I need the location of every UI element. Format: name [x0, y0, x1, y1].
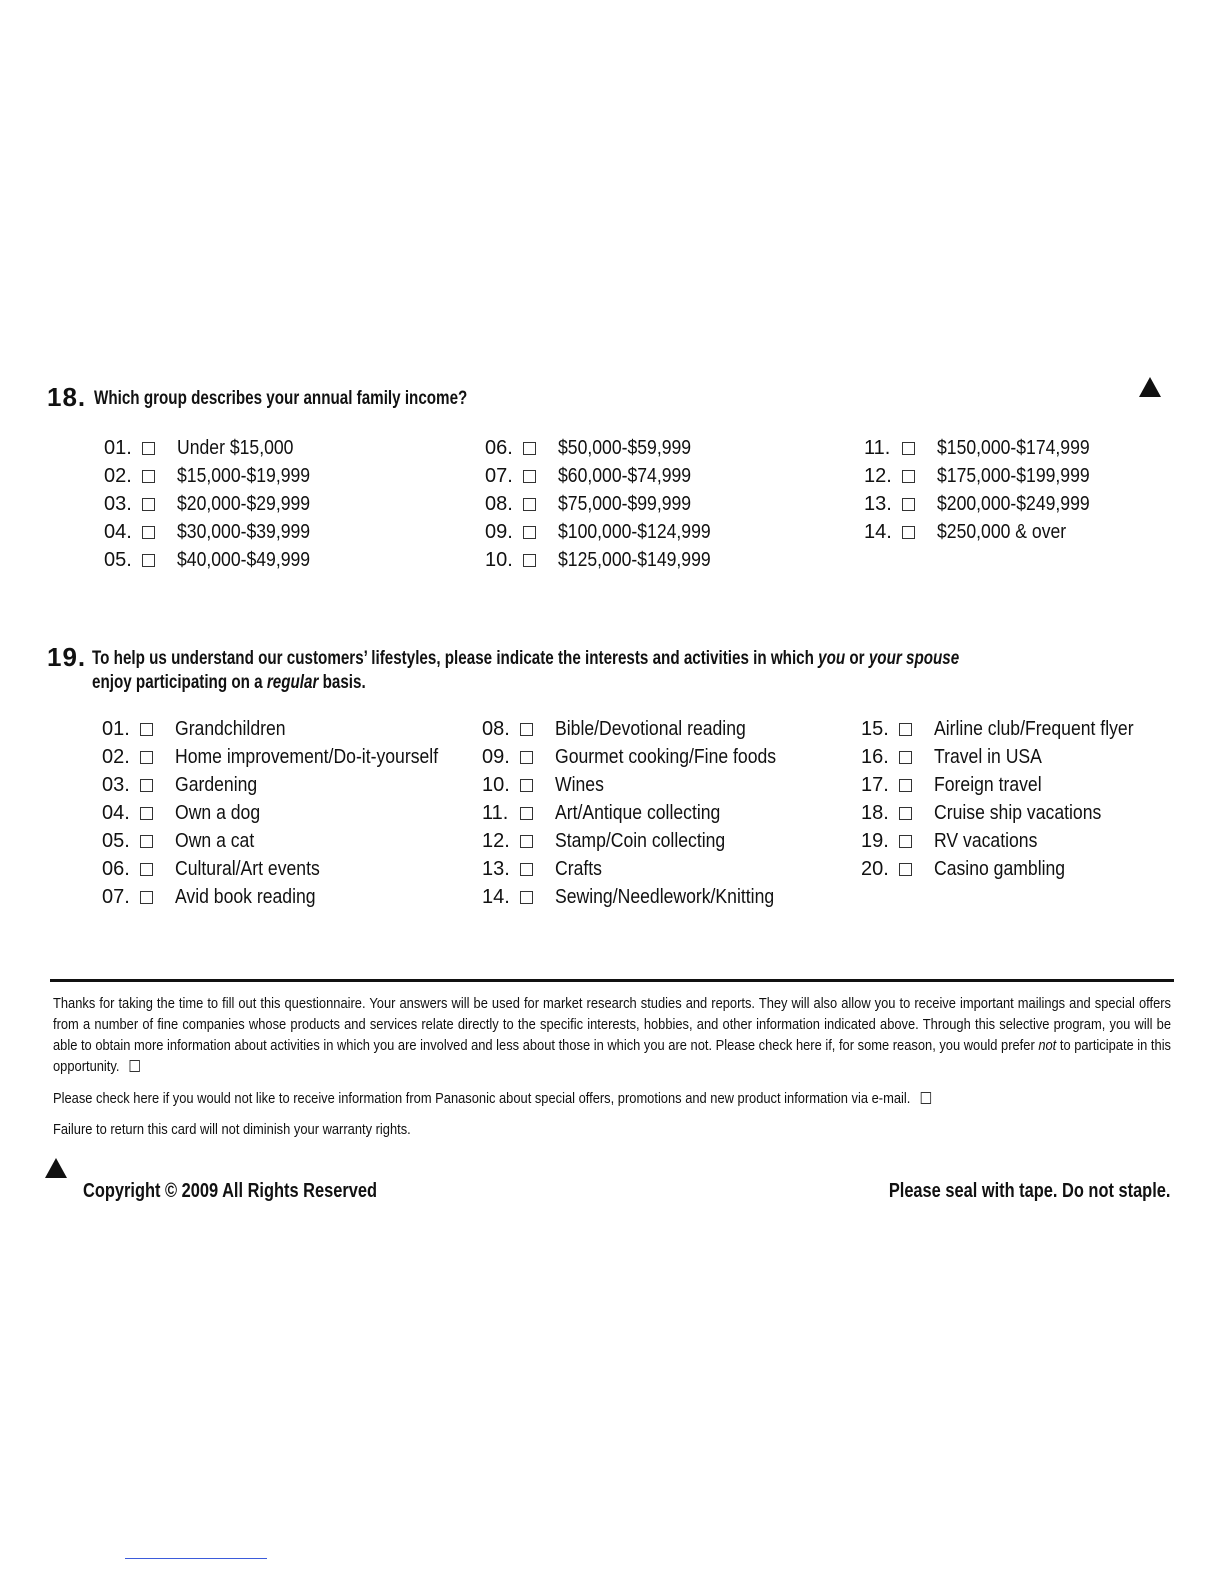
checkbox[interactable]	[523, 442, 536, 455]
checkbox[interactable]	[142, 470, 155, 483]
checkbox[interactable]	[902, 470, 915, 483]
interest-option-02[interactable]: 02. Home improvement/Do-it-yourself	[102, 746, 439, 768]
section-divider	[50, 979, 1174, 982]
interest-option-20[interactable]: 20. Casino gambling	[861, 858, 1066, 880]
checkbox[interactable]	[140, 723, 153, 736]
warranty-note: Failure to return this card will not diminish your warranty rights.	[53, 1121, 411, 1138]
optout-checkbox[interactable]	[130, 1060, 140, 1072]
income-option-04[interactable]: 04. $30,000-$39,999	[104, 521, 311, 543]
checkbox[interactable]	[142, 442, 155, 455]
checkbox[interactable]	[520, 891, 533, 904]
checkbox[interactable]	[899, 807, 912, 820]
interest-option-03[interactable]: 03. Gardening	[102, 774, 258, 796]
interest-option-12[interactable]: 12. Stamp/Coin collecting	[482, 830, 726, 852]
scan-artifact-line	[125, 1558, 267, 1559]
seal-instruction: Please seal with tape. Do not staple.	[888, 1180, 1170, 1202]
checkbox[interactable]	[140, 807, 153, 820]
interest-option-01[interactable]: 01. Grandchildren	[102, 718, 286, 740]
checkbox[interactable]	[899, 751, 912, 764]
checkbox[interactable]	[902, 498, 915, 511]
checkbox[interactable]	[140, 863, 153, 876]
checkbox[interactable]	[899, 863, 912, 876]
question-18-label: Which group describes your annual family income?	[94, 388, 468, 409]
income-option-09[interactable]: 09. $100,000-$124,999	[485, 521, 711, 543]
interest-option-06[interactable]: 06. Cultural/Art events	[102, 858, 320, 880]
income-option-11[interactable]: 11. $150,000-$174,999	[864, 437, 1090, 459]
checkbox[interactable]	[140, 779, 153, 792]
question-18-number: 18.	[47, 382, 87, 412]
interest-option-05[interactable]: 05. Own a cat	[102, 830, 255, 852]
income-option-13[interactable]: 13. $200,000-$249,999	[864, 493, 1090, 515]
checkbox[interactable]	[902, 526, 915, 539]
interest-option-07[interactable]: 07. Avid book reading	[102, 886, 316, 908]
question-18-text	[94, 387, 561, 411]
income-option-12[interactable]: 12. $175,000-$199,999	[864, 465, 1090, 487]
checkbox[interactable]	[140, 751, 153, 764]
interest-option-13[interactable]: 13. Crafts	[482, 858, 602, 880]
checkbox[interactable]	[523, 526, 536, 539]
checkbox[interactable]	[520, 751, 533, 764]
checkbox[interactable]	[140, 891, 153, 904]
income-option-03[interactable]: 03. $20,000-$29,999	[104, 493, 311, 515]
checkbox[interactable]	[142, 498, 155, 511]
email-optout-checkbox[interactable]	[921, 1092, 931, 1104]
checkbox[interactable]	[899, 779, 912, 792]
checkbox[interactable]	[520, 807, 533, 820]
question-19-number: 19.	[47, 642, 87, 672]
interest-option-18[interactable]: 18. Cruise ship vacations	[861, 802, 1102, 824]
income-option-05[interactable]: 05. $40,000-$49,999	[104, 549, 311, 571]
checkbox[interactable]	[140, 835, 153, 848]
interest-option-10[interactable]: 10. Wines	[482, 774, 604, 796]
interest-option-09[interactable]: 09. Gourmet cooking/Fine foods	[482, 746, 777, 768]
interest-option-15[interactable]: 15. Airline club/Frequent flyer	[861, 718, 1134, 740]
email-optout-line: Please check here if you would not like to receive information from Panasonic about special offers, promotions and new product information via e-mail.	[53, 1088, 1074, 1109]
checkbox[interactable]	[902, 442, 915, 455]
interest-option-16[interactable]: 16. Travel in USA	[861, 746, 1042, 768]
income-option-06[interactable]: 06. $50,000-$59,999	[485, 437, 692, 459]
income-option-02[interactable]: 02. $15,000-$19,999	[104, 465, 311, 487]
interest-option-08[interactable]: 08. Bible/Devotional reading	[482, 718, 746, 740]
checkbox[interactable]	[520, 779, 533, 792]
checkbox[interactable]	[523, 498, 536, 511]
income-option-08[interactable]: 08. $75,000-$99,999	[485, 493, 692, 515]
income-option-14[interactable]: 14. $250,000 & over	[864, 521, 1067, 543]
notice-paragraph: Thanks for taking the time to fill out this questionnaire. Your answers will be used for market research studies and reports. They will also allow you to receive important mailings and special offers from a number of fine companies whose products and services relate directly to the specific interests, hobbies, and other information indicated above. Through this selective program, you will be able to obtain more information about activities in which you are involved and less about those in which you are not. Please check here if, for some reason, you would prefer not to participate in this opportunity.	[53, 995, 1172, 1075]
fold-marker-triangle-icon-bottom	[45, 1158, 67, 1178]
checkbox[interactable]	[899, 835, 912, 848]
question-19-text: To help us understand our customers’ lifestyles, please indicate the interests and activities in which you or your spouse enjoy participating on a regular basis.	[92, 648, 960, 693]
checkbox[interactable]	[142, 526, 155, 539]
interest-option-11[interactable]: 11. Art/Antique collecting	[482, 802, 721, 824]
fold-marker-triangle-icon	[1139, 377, 1161, 397]
checkbox[interactable]	[523, 554, 536, 567]
interest-option-19[interactable]: 19. RV vacations	[861, 830, 1038, 852]
interest-option-14[interactable]: 14. Sewing/Needlework/Knitting	[482, 886, 775, 908]
checkbox[interactable]	[520, 835, 533, 848]
checkbox[interactable]	[899, 723, 912, 736]
copyright-notice: Copyright © 2009 All Rights Reserved	[83, 1180, 378, 1202]
checkbox[interactable]	[520, 723, 533, 736]
checkbox[interactable]	[523, 470, 536, 483]
income-option-07[interactable]: 07. $60,000-$74,999	[485, 465, 692, 487]
income-option-10[interactable]: 10. $125,000-$149,999	[485, 549, 711, 571]
checkbox[interactable]	[142, 554, 155, 567]
interest-option-17[interactable]: 17. Foreign travel	[861, 774, 1042, 796]
income-option-01[interactable]: 01. Under $15,000	[104, 437, 294, 459]
interest-option-04[interactable]: 04. Own a dog	[102, 802, 261, 824]
checkbox[interactable]	[520, 863, 533, 876]
